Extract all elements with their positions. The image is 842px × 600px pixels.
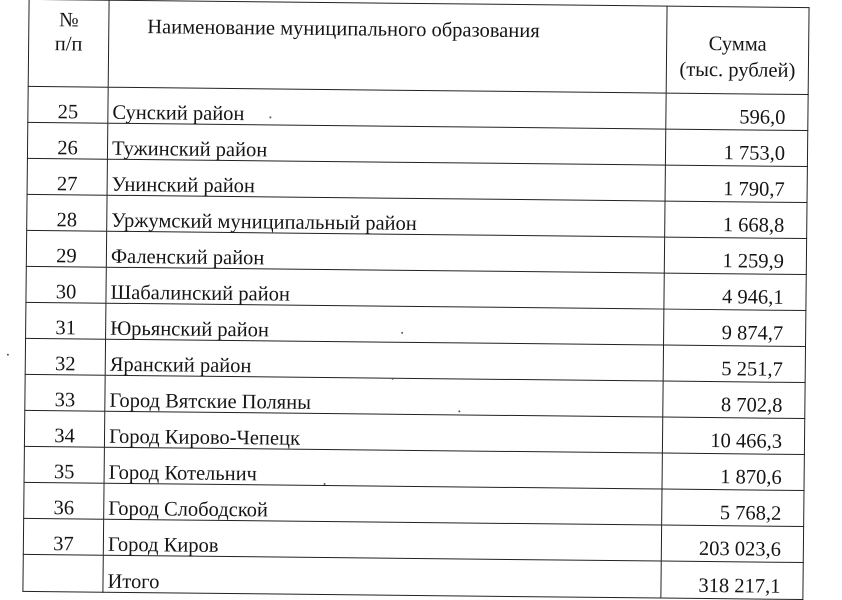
row-number: 37 xyxy=(23,518,103,555)
header-number-symbol: № xyxy=(58,9,79,32)
header-number-cell xyxy=(28,0,109,87)
row-name: Фаленский район xyxy=(106,231,664,273)
header-sum-unit: (тыс. рублей) xyxy=(679,58,796,82)
scan-speck xyxy=(392,378,394,380)
row-sum: 1 668,8 xyxy=(665,201,807,238)
row-sum: 1 753,0 xyxy=(665,129,807,166)
row-name: Город Киров xyxy=(103,519,661,561)
row-number: 26 xyxy=(27,122,107,159)
row-name: Унинский район xyxy=(107,159,665,201)
scan-speck xyxy=(269,116,271,118)
row-number: 33 xyxy=(25,374,105,411)
scan-speck xyxy=(401,332,403,334)
row-sum: 5 251,7 xyxy=(663,345,805,382)
row-number: 27 xyxy=(27,158,107,195)
row-sum: 9 874,7 xyxy=(664,309,806,346)
row-name: Город Вятские Поляны xyxy=(105,375,663,417)
total-number xyxy=(23,554,103,592)
row-number: 30 xyxy=(26,266,106,303)
row-number: 34 xyxy=(24,410,104,447)
row-number: 36 xyxy=(24,482,104,519)
total-label: Итого xyxy=(103,555,661,598)
row-number: 35 xyxy=(24,446,104,483)
scan-speck xyxy=(458,410,460,412)
row-number: 28 xyxy=(27,194,107,231)
row-sum: 10 466,3 xyxy=(662,417,804,454)
row-number: 25 xyxy=(28,86,108,123)
municipal-sums-table xyxy=(22,0,809,600)
header-number-abbrev: п/п xyxy=(54,33,83,56)
header-sum-cell xyxy=(666,6,809,94)
row-name: Юрьянский район xyxy=(106,303,664,345)
total-sum: 318 217,1 xyxy=(661,561,803,599)
table-header-row xyxy=(28,0,809,95)
row-name: Сунский район xyxy=(108,87,666,129)
row-name: Уржумский муниципальный район xyxy=(107,195,665,237)
row-name: Город Кирово-Чепецк xyxy=(104,411,662,453)
row-sum: 4 946,1 xyxy=(664,273,806,310)
row-sum: 8 702,8 xyxy=(663,381,805,418)
row-sum: 1 870,6 xyxy=(662,453,804,490)
header-name-label: Наименование муниципального образования xyxy=(147,16,540,43)
row-number: 29 xyxy=(26,230,106,267)
header-sum-label: Сумма xyxy=(708,33,767,56)
row-number: 32 xyxy=(25,338,105,375)
row-name: Город Слободской xyxy=(104,483,662,525)
total-row xyxy=(23,554,803,599)
row-sum: 5 768,2 xyxy=(662,489,804,526)
row-sum: 203 023,6 xyxy=(661,525,803,562)
header-name-cell xyxy=(108,0,667,93)
row-number: 31 xyxy=(26,302,106,339)
row-name: Яранский район xyxy=(105,339,663,381)
row-name: Город Котельнич xyxy=(104,447,662,489)
row-name: Шабалинский район xyxy=(106,267,664,309)
row-name: Тужинский район xyxy=(107,123,665,165)
row-sum: 596,0 xyxy=(666,93,808,130)
scan-speck xyxy=(7,354,9,356)
row-sum: 1 259,9 xyxy=(664,237,806,274)
row-sum: 1 790,7 xyxy=(665,165,807,202)
scan-speck xyxy=(324,483,326,485)
